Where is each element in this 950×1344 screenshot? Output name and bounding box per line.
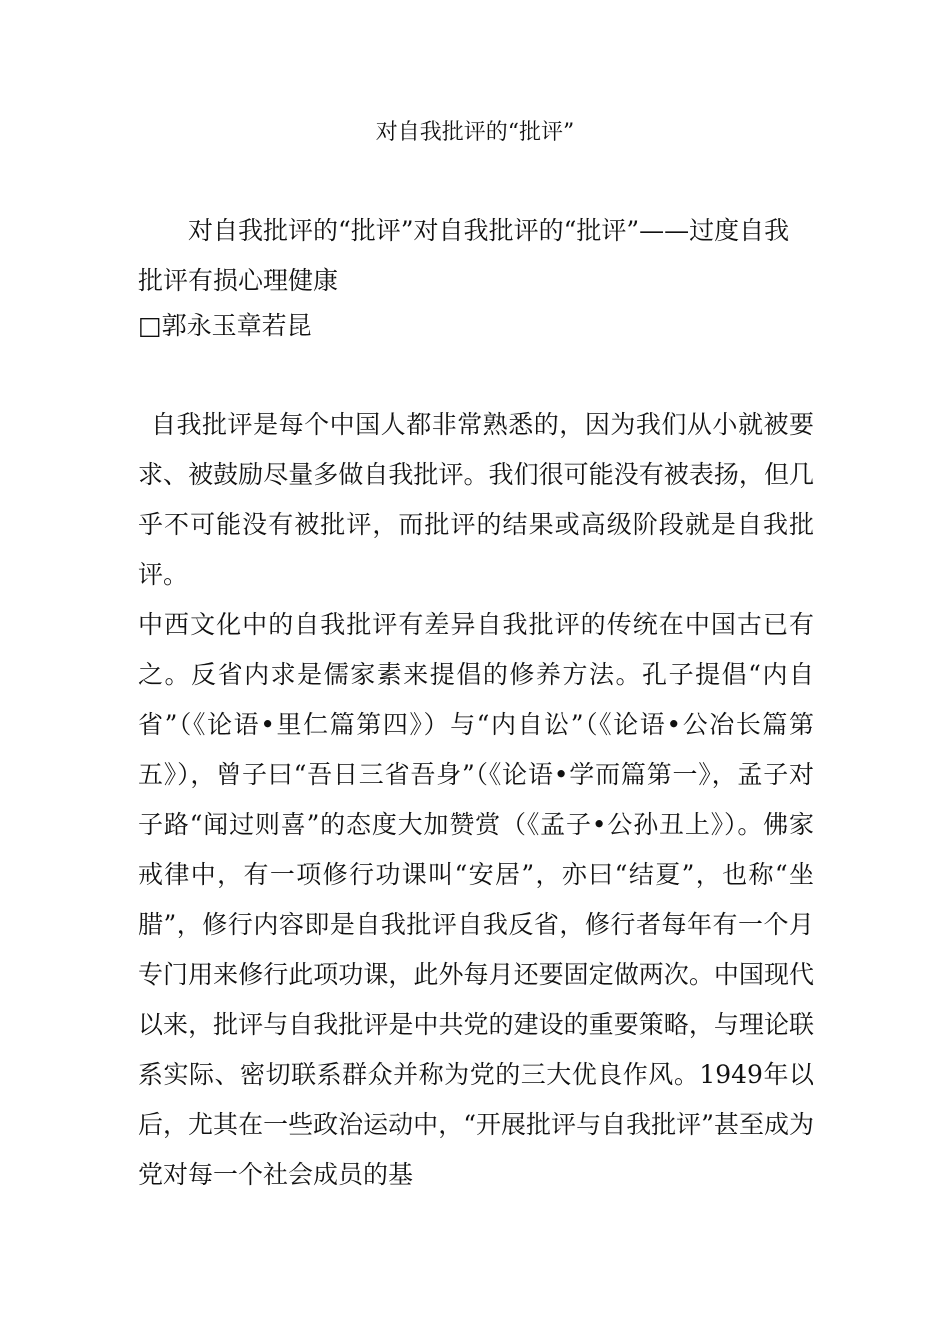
document-title: 对自我批评的“批评” [375, 120, 575, 145]
body-text [138, 400, 814, 1200]
document-subtitle: 对自我批评的“批评”对自我批评的“批评”——过度自我批评有损心理健康 [138, 216, 790, 295]
paragraph-culture: 中西文化中的自我批评有差异自我批评的传统在中国古已有之。反省内求是儒家素来提倡的修养方法。孔子提倡“内自省”（《论语•里仁篇第四》）与“内自讼”（《论语•公冶长篇第五》），曾子曰“吾日三省吾身”（《论语•学而篇第一》，孟子对子路“闻过则喜”的态度大加赞赏（《孟子•公孙丑上》）。佛家戒律中，有一项修行功课叫“安居”，亦曰“结夏”，也称“坐腊”，修行内容即是自我批评自我反省，修行者每年有一个月专门用来修行此项功课，此外每月还要固定做两次。中国现代以来，批评与自我批评是中共党的建设的重要策略，与理论联系实际、密切联系群众并称为党的三大优良作风。1949年以后，尤其在一些政治运动中，“开展批评与自我批评”甚至成为党对每一个社会成员的基 [138, 610, 814, 1189]
author-line: □郭永玉章若昆 [138, 311, 312, 340]
paragraph-intro: 自我批评是每个中国人都非常熟悉的，因为我们从小就被要求、被鼓励尽量多做自我批评。我们很可能没有被表扬，但几乎不可能没有被批评，而批评的结果或高级阶段就是自我批评。 [138, 410, 814, 589]
